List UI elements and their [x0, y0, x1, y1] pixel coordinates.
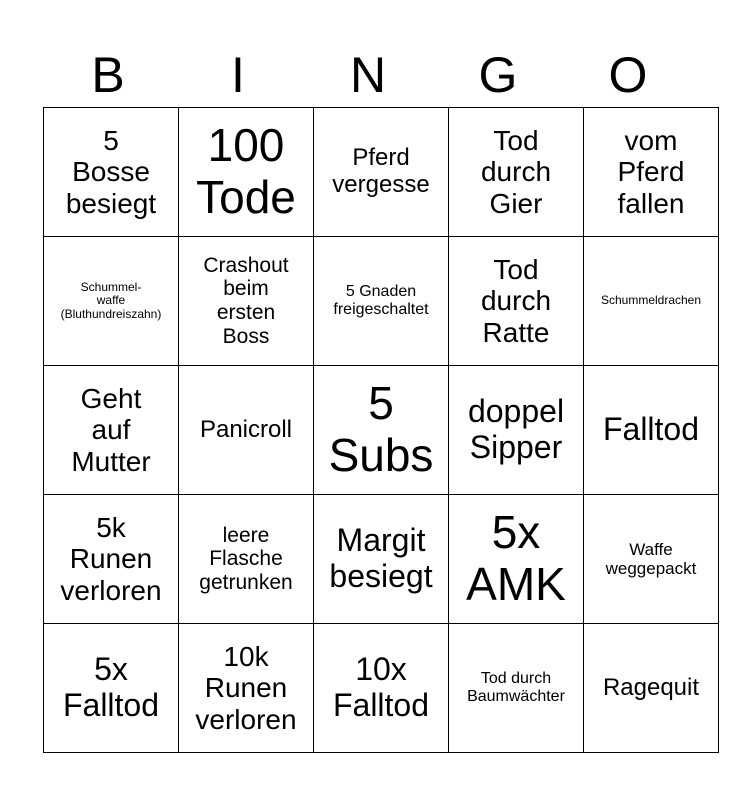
bingo-row — [44, 108, 719, 237]
bingo-cell[interactable] — [44, 108, 179, 237]
bingo-cell-text: Schummel- waffe (Bluthundreiszahn) — [60, 279, 162, 321]
bingo-cell[interactable] — [179, 366, 314, 495]
bingo-row — [44, 237, 719, 366]
bingo-row — [44, 366, 719, 495]
bingo-header — [43, 44, 693, 106]
bingo-cell[interactable] — [314, 108, 449, 237]
bingo-cell-text: 5k Runen verloren — [60, 511, 162, 606]
header-letter-b: B — [91, 47, 125, 103]
bingo-cell[interactable] — [179, 624, 314, 753]
bingo-cell[interactable] — [44, 624, 179, 753]
bingo-cell[interactable] — [449, 237, 584, 366]
bingo-cell-text: doppel Sipper — [467, 393, 565, 465]
bingo-cell[interactable] — [449, 495, 584, 624]
bingo-cell[interactable] — [449, 624, 584, 753]
bingo-cell-text: 5x AMK — [466, 506, 566, 610]
bingo-cell-text: Tod durch Baumwächter — [467, 670, 565, 705]
bingo-cell[interactable] — [584, 108, 719, 237]
bingo-cell[interactable] — [584, 237, 719, 366]
bingo-cell-text: 100 Tode — [196, 119, 296, 223]
bingo-cell[interactable] — [314, 624, 449, 753]
bingo-cell-text: 5 Subs — [328, 377, 434, 481]
bingo-cell-text: leere Flasche getrunken — [199, 523, 293, 594]
bingo-cell[interactable] — [179, 495, 314, 624]
bingo-cell[interactable] — [584, 624, 719, 753]
bingo-cell-text: Falltod — [602, 411, 700, 448]
bingo-cell-text: Tod durch Ratte — [480, 253, 552, 348]
bingo-row — [44, 495, 719, 624]
bingo-board — [43, 107, 719, 753]
header-letter-g: G — [478, 47, 518, 103]
bingo-cell-text: Tod durch Gier — [480, 124, 552, 219]
bingo-cell[interactable] — [449, 108, 584, 237]
header-letter-o: O — [608, 47, 648, 103]
bingo-cell-text: vom Pferd fallen — [617, 124, 685, 219]
bingo-cell[interactable] — [584, 495, 719, 624]
header-letter-n: N — [349, 47, 387, 103]
bingo-cell[interactable] — [314, 495, 449, 624]
bingo-cell-text: Pferd vergesse — [332, 144, 430, 198]
bingo-cell[interactable] — [584, 366, 719, 495]
header-letter-i: I — [231, 47, 245, 103]
bingo-cell[interactable] — [314, 366, 449, 495]
bingo-cell[interactable] — [179, 108, 314, 237]
bingo-row — [44, 624, 719, 753]
bingo-cell-text: Margit besiegt — [329, 522, 433, 594]
bingo-cell-text: 5 Bosse besiegt — [65, 124, 157, 219]
bingo-cell-text: Panicroll — [199, 415, 293, 443]
bingo-cell-text: Schummeldrachen — [600, 293, 702, 308]
bingo-cell-text: 10x Falltod — [332, 651, 430, 723]
bingo-cell-text: 5x Falltod — [62, 651, 160, 723]
bingo-cell[interactable] — [179, 237, 314, 366]
bingo-cell-text: 5 Gnaden freigeschaltet — [333, 283, 429, 318]
bingo-cell-text: Geht auf Mutter — [71, 382, 151, 477]
bingo-cell[interactable] — [44, 237, 179, 366]
bingo-cell-text: Crashout beim ersten Boss — [203, 253, 289, 348]
bingo-cell-text: 10k Runen verloren — [195, 640, 297, 735]
bingo-cell-text: Ragequit — [602, 673, 700, 701]
bingo-cell[interactable] — [314, 237, 449, 366]
bingo-cell[interactable] — [449, 366, 584, 495]
bingo-cell-text: Waffe weggepackt — [605, 539, 697, 578]
bingo-cell[interactable] — [44, 495, 179, 624]
bingo-cell[interactable] — [44, 366, 179, 495]
